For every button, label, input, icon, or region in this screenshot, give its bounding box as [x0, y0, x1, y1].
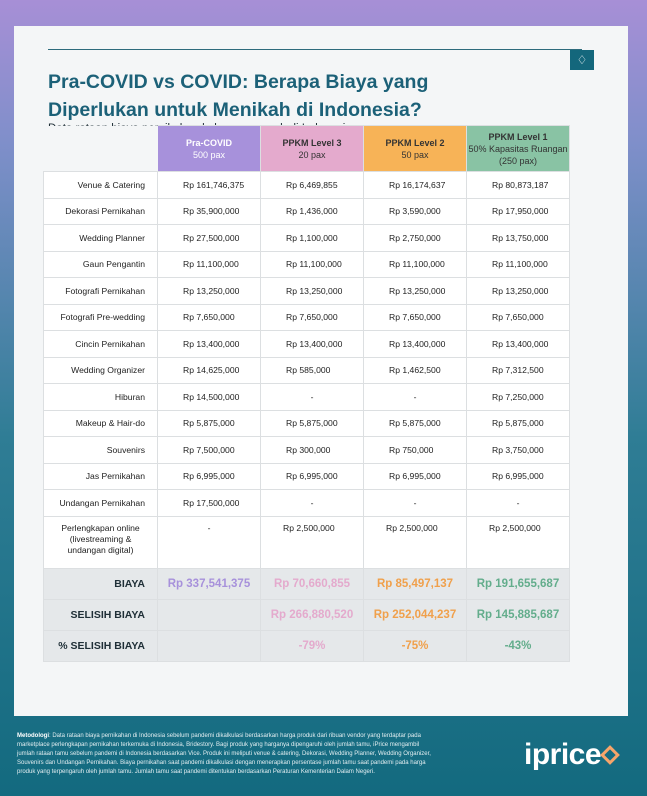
table-row [44, 410, 570, 437]
column-name: PPKM Level 3 [282, 137, 342, 148]
cell-value: Rp 11,100,000 [158, 251, 261, 278]
cell-value: Rp 750,000 [364, 437, 467, 464]
summary-row-selisih [44, 599, 570, 630]
page-title: Pra-COVID vs COVID: Berapa Biaya yang Diperlukan untuk Menikah di Indonesia? [48, 71, 429, 121]
cell-value: Rp 3,590,000 [364, 198, 467, 225]
cell-value: Rp 13,250,000 [158, 278, 261, 305]
column-header-ppkm-3 [261, 126, 364, 172]
summary-label: % SELISIH BIAYA [44, 630, 158, 661]
summary-value: Rp 266,880,520 [261, 599, 364, 630]
column-sub: 20 pax [298, 149, 326, 160]
column-header-ppkm-1 [467, 126, 570, 172]
column-header-ppkm-2 [364, 126, 467, 172]
cell-value: Rp 2,750,000 [364, 225, 467, 252]
cell-value: Rp 2,500,000 [467, 516, 570, 568]
table-row [44, 225, 570, 252]
cell-value: Rp 35,900,000 [158, 198, 261, 225]
row-label: Makeup & Hair-do [44, 410, 158, 437]
summary-label: SELISIH BIAYA [44, 599, 158, 630]
row-label: Fotografi Pernikahan [44, 278, 158, 305]
table-row [44, 331, 570, 358]
row-label-line: undangan digital) [67, 544, 134, 555]
methodology-label: Metodologi [17, 733, 49, 739]
cell-value: Rp 80,873,187 [467, 172, 570, 199]
table-row [44, 251, 570, 278]
cell-value: Rp 5,875,000 [261, 410, 364, 437]
cell-value: Rp 5,875,000 [158, 410, 261, 437]
cell-value: Rp 14,500,000 [158, 384, 261, 411]
cell-value: Rp 13,400,000 [467, 331, 570, 358]
table-row [44, 172, 570, 199]
cell-value: Rp 27,500,000 [158, 225, 261, 252]
cell-value: Rp 16,174,637 [364, 172, 467, 199]
column-name: PPKM Level 2 [385, 137, 445, 148]
summary-value: -43% [467, 630, 570, 661]
table-row-online [44, 516, 570, 568]
summary-row-persen [44, 630, 570, 661]
cell-value: Rp 1,100,000 [261, 225, 364, 252]
cell-value: Rp 6,995,000 [467, 463, 570, 490]
column-sub: 50% Kapasitas Ruangan (250 pax) [468, 143, 568, 166]
cell-value: Rp 161,746,375 [158, 172, 261, 199]
row-label: Souvenirs [44, 437, 158, 464]
table-row [44, 437, 570, 464]
cell-value: Rp 5,875,000 [364, 410, 467, 437]
cell-value: Rp 17,950,000 [467, 198, 570, 225]
cell-value: Rp 7,650,000 [261, 304, 364, 331]
row-label: Hiburan [44, 384, 158, 411]
cell-value: Rp 14,625,000 [158, 357, 261, 384]
summary-value: Rp 252,044,237 [364, 599, 467, 630]
row-label: Undangan Pernikahan [44, 490, 158, 517]
cell-value: Rp 585,000 [261, 357, 364, 384]
summary-value: Rp 85,497,137 [364, 568, 467, 599]
table-header-row [44, 126, 570, 172]
cost-table [43, 125, 570, 662]
summary-value: -79% [261, 630, 364, 661]
table-row [44, 490, 570, 517]
row-label: Gaun Pengantin [44, 251, 158, 278]
table-row [44, 304, 570, 331]
iprice-logo: iprice [524, 738, 602, 771]
cell-value: Rp 13,750,000 [467, 225, 570, 252]
cell-value: Rp 6,995,000 [158, 463, 261, 490]
cell-value: Rp 7,650,000 [158, 304, 261, 331]
cell-value: Rp 7,650,000 [467, 304, 570, 331]
cell-value: - [364, 490, 467, 517]
methodology-note [17, 732, 437, 777]
cell-value: Rp 13,400,000 [158, 331, 261, 358]
summary-value: -75% [364, 630, 467, 661]
summary-value: Rp 191,655,687 [467, 568, 570, 599]
tag-icon: ♢ [570, 50, 594, 70]
cell-value: Rp 2,500,000 [364, 516, 467, 568]
cell-value: - [467, 490, 570, 517]
cell-value: Rp 13,400,000 [261, 331, 364, 358]
cell-value: Rp 11,100,000 [261, 251, 364, 278]
row-label: Cincin Pernikahan [44, 331, 158, 358]
cell-value: Rp 13,250,000 [364, 278, 467, 305]
methodology-text: : Data rataan biaya pernikahan di Indonesia sebelum pandemi dikalkulasi berdasarkan harga produk dari ribuan vendor yang terdaptar pada marketplace perlengkapan pernikahan terkemuka di Indonesia, Bridestory. Bagi produk yang harganya dipengaruhi oleh jumlah tamu, iPrice mengambil jumlah rataan tamu sebelum pandemi di Indonesia berdasarkan Vice. Produk ini meliputi venue & catering, Dekorasi, Wedding Planner, Wedding Organizer, Souvenirs dan Undangan Pernikahan. Biaya pernikahan saat pandemi dikalkulasi dengan menerapkan persentase jumlah tamu saat pandemi pada harga produk yang terpengaruh oleh jumlah tamu. Jumlah tamu saat pandemi ditentukan berdasarkan Peraturan Kementerian Dalam Negeri. [17, 733, 431, 775]
summary-row-biaya [44, 568, 570, 599]
cell-value: Rp 6,995,000 [261, 463, 364, 490]
cell-value: Rp 7,312,500 [467, 357, 570, 384]
summary-value [158, 599, 261, 630]
row-label: Wedding Organizer [44, 357, 158, 384]
cell-value: Rp 13,250,000 [261, 278, 364, 305]
cell-value: Rp 7,500,000 [158, 437, 261, 464]
cell-value: Rp 300,000 [261, 437, 364, 464]
cell-value: Rp 7,250,000 [467, 384, 570, 411]
table-row [44, 463, 570, 490]
cell-value: - [261, 384, 364, 411]
row-label-line: (livestreaming & [69, 533, 132, 544]
cell-value: Rp 7,650,000 [364, 304, 467, 331]
summary-value: Rp 145,885,687 [467, 599, 570, 630]
top-divider [48, 49, 582, 50]
table-row [44, 357, 570, 384]
cell-value: Rp 6,995,000 [364, 463, 467, 490]
row-label: Jas Pernikahan [44, 463, 158, 490]
cell-value: Rp 2,500,000 [261, 516, 364, 568]
summary-label: BIAYA [44, 568, 158, 599]
cell-value: Rp 17,500,000 [158, 490, 261, 517]
column-sub: 50 pax [401, 149, 429, 160]
cell-value: Rp 1,436,000 [261, 198, 364, 225]
column-sub: 500 pax [192, 149, 226, 160]
header-corner [44, 126, 158, 172]
table-row [44, 278, 570, 305]
row-label: Wedding Planner [44, 225, 158, 252]
cell-value: Rp 13,400,000 [364, 331, 467, 358]
row-label: Dekorasi Pernikahan [44, 198, 158, 225]
column-name: Pra-COVID [185, 137, 232, 148]
cell-value: Rp 6,469,855 [261, 172, 364, 199]
column-header-pra-covid [158, 126, 261, 172]
row-label [44, 516, 158, 568]
logo-diamond-icon [600, 745, 620, 765]
table-row [44, 384, 570, 411]
cell-value: Rp 3,750,000 [467, 437, 570, 464]
row-label: Fotografi Pre-wedding [44, 304, 158, 331]
summary-value: Rp 337,541,375 [158, 568, 261, 599]
cell-value: Rp 5,875,000 [467, 410, 570, 437]
cell-value: - [364, 384, 467, 411]
cell-value: Rp 11,100,000 [364, 251, 467, 278]
table-row [44, 198, 570, 225]
cell-value: Rp 1,462,500 [364, 357, 467, 384]
column-name: PPKM Level 1 [488, 131, 548, 142]
cell-value: - [261, 490, 364, 517]
cell-value: Rp 13,250,000 [467, 278, 570, 305]
cell-value: Rp 11,100,000 [467, 251, 570, 278]
summary-value: Rp 70,660,855 [261, 568, 364, 599]
row-label: Venue & Catering [44, 172, 158, 199]
cell-value: - [158, 516, 261, 568]
row-label-line: Perlengkapan online [61, 522, 140, 533]
summary-value [158, 630, 261, 661]
